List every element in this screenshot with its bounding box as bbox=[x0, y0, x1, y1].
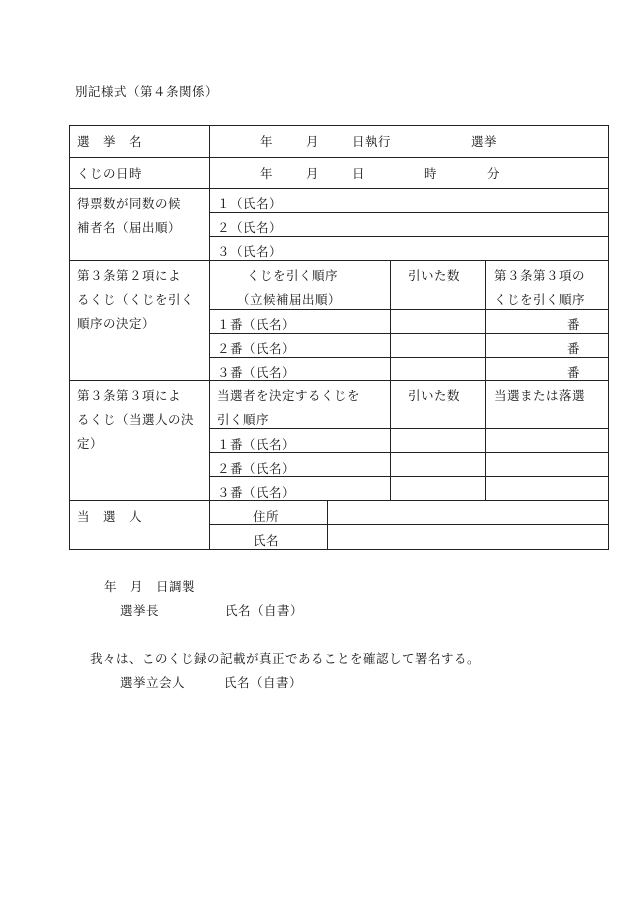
row-divider bbox=[69, 260, 609, 261]
election-suffix-label: 選挙 bbox=[471, 134, 498, 149]
lottery-month-label: 月 bbox=[306, 166, 320, 181]
art3-para2-order-header: くじを引く順序 bbox=[247, 268, 339, 283]
row-divider bbox=[209, 309, 609, 310]
tied-candidate-name: １（氏名） bbox=[217, 196, 283, 211]
witness-signature: 氏名（自書） bbox=[224, 675, 303, 690]
row-divider bbox=[69, 157, 609, 158]
art3-para3-order-header: 当選者を決定するくじを bbox=[217, 388, 361, 403]
lottery-day-label: 日 bbox=[352, 166, 366, 181]
row-divider bbox=[209, 357, 609, 358]
art3-para3-order-header: 引く順序 bbox=[217, 412, 270, 427]
row-divider bbox=[209, 236, 609, 237]
art3-para3-row-name: １番（氏名） bbox=[217, 437, 296, 452]
prepared-date: 年 月 日調製 bbox=[104, 579, 196, 594]
election-name-label: 選 挙 名 bbox=[77, 134, 143, 149]
winner-label: 当 選 人 bbox=[77, 509, 143, 524]
col-divider bbox=[327, 500, 328, 550]
row-divider bbox=[209, 333, 609, 334]
lottery-minute-label: 分 bbox=[487, 166, 501, 181]
art3-para2-label: るくじ（くじを引く bbox=[77, 292, 195, 307]
confirmation-text: 我々は、このくじ録の記載が真正であることを確認して署名する。 bbox=[90, 651, 481, 666]
art3-para2-row-name: ３番（氏名） bbox=[217, 365, 296, 380]
row-divider bbox=[69, 500, 609, 501]
art3-para2-label: 第３条第２項によ bbox=[77, 268, 182, 283]
chief-signature: 氏名（自書） bbox=[225, 603, 304, 618]
art3-para2-next-order-header: 第３条第３項の bbox=[494, 268, 586, 283]
art3-para2-drawn-header: 引いた数 bbox=[408, 268, 461, 283]
election-day-label: 日執行 bbox=[352, 134, 392, 149]
row-divider bbox=[69, 380, 609, 381]
row-divider bbox=[209, 212, 609, 213]
row-divider bbox=[209, 428, 609, 429]
art3-para2-row-suffix: 番 bbox=[567, 365, 581, 380]
tied-candidate-name: ３（氏名） bbox=[217, 244, 283, 259]
tied-candidates-label: 得票数が同数の候 bbox=[77, 196, 182, 211]
art3-para3-row-name: ２番（氏名） bbox=[217, 461, 296, 476]
art3-para3-row-name: ３番（氏名） bbox=[217, 485, 296, 500]
art3-para2-order-header: （立候補届出順） bbox=[237, 292, 342, 307]
art3-para3-label: 第３条第３項によ bbox=[77, 388, 182, 403]
row-divider bbox=[69, 188, 609, 189]
art3-para2-label: 順序の決定） bbox=[77, 316, 156, 331]
art3-para2-next-order-header: くじを引く順序 bbox=[494, 292, 586, 307]
lottery-datetime-label: くじの日時 bbox=[77, 166, 143, 181]
witness-label: 選挙立会人 bbox=[120, 675, 186, 690]
election-month-label: 月 bbox=[306, 134, 320, 149]
tied-candidates-label: 補者名（届出順） bbox=[77, 220, 182, 235]
chief-label: 選挙長 bbox=[120, 603, 160, 618]
lottery-hour-label: 時 bbox=[424, 166, 438, 181]
art3-para2-row-name: １番（氏名） bbox=[217, 317, 296, 332]
col-divider bbox=[485, 260, 486, 501]
form-title: 別記様式（第４条関係） bbox=[75, 84, 219, 99]
art3-para3-label: 定） bbox=[77, 436, 104, 451]
art3-para3-result-header: 当選または落選 bbox=[494, 388, 586, 403]
table-border-bottom bbox=[69, 549, 609, 550]
tied-candidate-name: ２（氏名） bbox=[217, 220, 283, 235]
winner-name-label: 氏名 bbox=[253, 533, 280, 548]
art3-para3-label: るくじ（当選人の決 bbox=[77, 412, 195, 427]
winner-address-label: 住所 bbox=[253, 509, 280, 524]
art3-para2-row-name: ２番（氏名） bbox=[217, 341, 296, 356]
table-border-top bbox=[69, 125, 609, 126]
art3-para2-row-suffix: 番 bbox=[567, 317, 581, 332]
art3-para3-drawn-header: 引いた数 bbox=[408, 388, 461, 403]
col-divider bbox=[390, 260, 391, 501]
election-year-label: 年 bbox=[260, 134, 274, 149]
art3-para2-row-suffix: 番 bbox=[567, 341, 581, 356]
lottery-year-label: 年 bbox=[260, 166, 274, 181]
